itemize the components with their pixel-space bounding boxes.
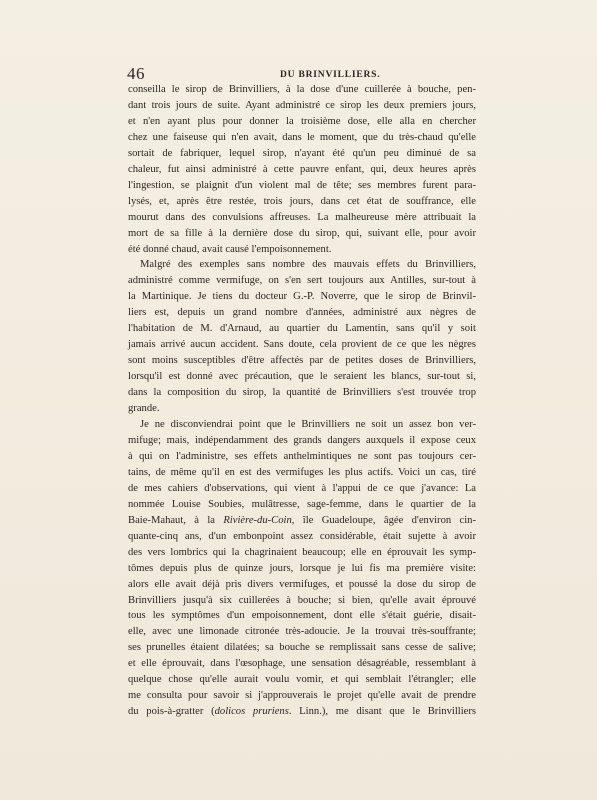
text-line: mort de sa fille à la dernière dose du sirop, qui, suivant elle, pour avoir [128, 227, 476, 239]
text-line: et n'en ayant plus pour donner la troisième dose, elle alla en chercher [128, 115, 476, 127]
body-text [128, 82, 476, 720]
text-line: nommée Louise Soubies, mulâtresse, sage-femme, dans le quartier de la [128, 498, 476, 510]
text-line: ses prunelles étaient dilatées; sa bouche se remplissait sans cesse de salive; [128, 642, 476, 654]
running-head: DU BRINVILLIERS. [280, 70, 381, 80]
text-line: Malgré des exemples sans nombre des mauvais effets du Brinvilliers, [140, 259, 476, 271]
text-line: Je ne disconviendrai point que le Brinvilliers ne soit un assez bon ver- [140, 419, 476, 431]
text-line: du pois-à-gratter (dolicos pruriens. Linn.), me disant que le Brinvilliers [128, 706, 476, 718]
text-line: tous les symptômes d'un empoisonnement, dont elle s'était guérie, disait- [128, 610, 476, 622]
text-line: quelque chose qu'elle aurait voulu vomir, et qui semblait l'étrangler; elle [128, 674, 476, 686]
text-line: de mes cahiers d'observations, qui vient à l'appui de ce que j'avance: La [128, 482, 476, 494]
text-line: grande. [128, 403, 160, 415]
text-line: sortait de fabriquer, lequel sirop, n'ayant été qu'un peu diminué de sa [128, 147, 476, 159]
text-line: lysés, et, après être restée, trois jours, dans cet état de souffrance, elle [128, 195, 476, 207]
text-line: conseilla le sirop de Brinvilliers, à la dose d'une cuillerée à bouche, pen- [128, 84, 476, 95]
text-line: chez une faiseuse qui n'en avait, dans le moment, que du très-chaud qu'elle [128, 131, 476, 143]
text-line: tômes depuis plus de quinze jours, lorsque je lui fis ma première visite: [128, 562, 476, 574]
text-line: elle, avec une limonade citronée très-adoucie. Je la trouvai très-souffrante; [128, 626, 476, 638]
text-line: chaleur, fut ainsi administré à cette pauvre enfant, qui, deux heures après [128, 163, 476, 175]
text-line: la Martinique. Je tiens du docteur G.-P. Noverre, que le sirop de Brinvil- [128, 291, 476, 303]
text-line: administré comme vermifuge, on s'en sert toujours aux Antilles, sur-tout à [128, 275, 476, 287]
text-line: sont moins susceptibles d'être affectés par de petites doses de Brinvilliers, [128, 355, 476, 367]
text-line: alors elle avait déjà pris divers vermifuges, et poussé la dose du sirop de [128, 578, 476, 590]
text-line: à qui on l'administre, ses effets anthelmintiques ne sont pas toujours cer- [128, 450, 476, 462]
text-line: mifuge; mais, indépendamment des grands dangers auxquels il expose ceux [128, 434, 476, 446]
text-line: jamais arrivé aucun accident. Sans doute, cela provient de ce que les nègres [128, 339, 476, 351]
text-line: Brinvilliers jusqu'à six cuillerées à bouche; si bien, qu'elle avait éprouvé [128, 594, 476, 606]
text-line: l'habitation de M. d'Arnaud, au quartier du Lamentin, sans qu'il y soit [128, 323, 476, 335]
text-line: été donné chaud, avait causé l'empoisonnement. [128, 243, 332, 255]
text-line: et elle éprouvait, dans l'œsophage, une sensation désagréable, ressemblant à [128, 658, 476, 670]
page-number: 46 [127, 64, 145, 83]
text-line: liers est, depuis un grand nombre d'années, administré aux nègres de [128, 307, 476, 319]
text-line: l'ingestion, se plaignit d'un violent mal de tête; ses membres furent para- [128, 179, 476, 191]
text-line: me consulta pour savoir si j'approuverais le projet qu'elle avait de prendre [128, 690, 476, 702]
text-line: mourut dans des convulsions affreuses. La malheureuse mère attribuait la [128, 211, 476, 223]
text-line: quante-cinq ans, d'un embonpoint assez considérable, était sujette à avoir [128, 530, 476, 542]
text-line: dant trois jours de suite. Ayant administré ce sirop les deux premiers jours, [128, 99, 476, 111]
text-line: dans la composition du sirop, la quantité de Brinvilliers s'est trouvée trop [128, 387, 476, 399]
text-line: tains, de même qu'il en est des vermifuges les plus actifs. Voici un cas, tiré [128, 466, 476, 478]
text-line: lorsqu'il est donné avec précaution, que le seraient les blancs, sur-tout si, [128, 371, 476, 383]
text-line: Baie-Mahaut, à la Rivière-du-Coin, île Guadeloupe, âgée d'environ cin- [128, 514, 476, 526]
text-line: des vers lombrics qui la chagrinaient beaucoup; elle en éprouvait les symp- [128, 546, 476, 558]
